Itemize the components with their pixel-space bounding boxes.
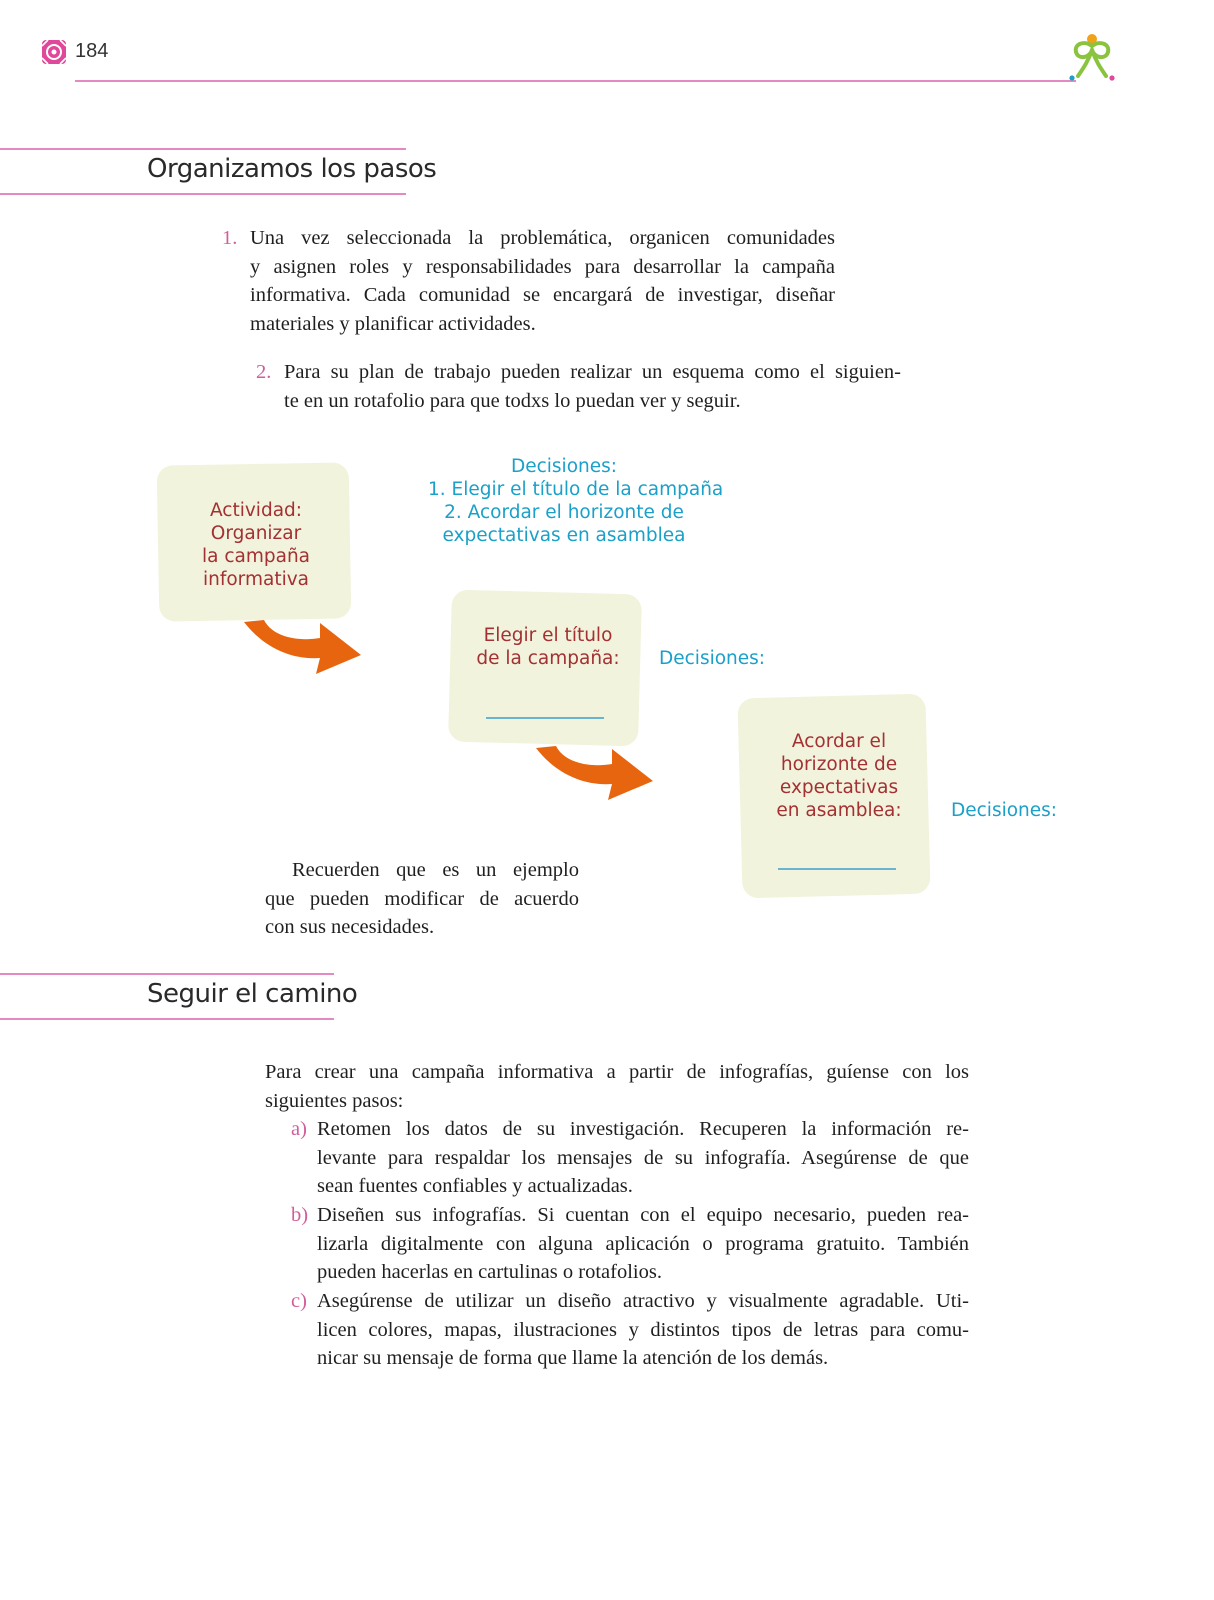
note-line: con sus necesidades. — [265, 916, 435, 938]
list-item-c — [317, 1287, 969, 1373]
decisions-line: Decisiones: — [510, 456, 617, 477]
section2-top-rule — [0, 973, 334, 975]
step-1-number: 1. — [222, 227, 238, 249]
decisions-list — [428, 455, 724, 547]
item-line: sean fuentes confiables y actualizadas. — [317, 1175, 633, 1197]
item-line: Retomen los datos de su investigación. Recuperen la información re- — [317, 1118, 969, 1140]
section1-title: Organizamos los pasos — [147, 154, 437, 184]
card-line: expectativas — [779, 777, 899, 798]
section2-bottom-rule — [0, 1018, 334, 1020]
list-marker-b: b) — [291, 1204, 309, 1226]
card-line: Elegir el título — [483, 625, 613, 646]
card-line: la campaña — [201, 546, 311, 567]
decisions-line: 2. Acordar el horizonte de — [444, 502, 684, 523]
section2-title: Seguir el camino — [147, 979, 358, 1009]
card-line: horizonte de — [780, 754, 898, 775]
item-line: Asegúrense de utilizar un diseño atractivo y visualmente agradable. Uti- — [317, 1290, 969, 1312]
title-answer-line[interactable] — [486, 717, 604, 719]
text-line: te en un rotafolio para que todxs lo puedan ver y seguir. — [284, 389, 741, 412]
section2-intro — [265, 1058, 969, 1115]
card-line: Organizar — [210, 523, 302, 544]
text-line: Una vez seleccionada la problemática, organicen comunidades — [250, 227, 835, 249]
note-line: que pueden modificar de acuerdo — [265, 887, 579, 910]
card-line: Actividad: — [209, 500, 303, 521]
card-line: informativa — [202, 569, 309, 590]
note-line: Recuerden que es un ejemplo — [292, 859, 579, 881]
step-2-number: 2. — [256, 361, 272, 383]
example-note — [265, 856, 579, 942]
card-line: de la campaña: — [476, 648, 620, 669]
step-1-text — [250, 224, 835, 338]
title-card-text — [450, 624, 646, 670]
expectations-answer-line[interactable] — [778, 868, 896, 870]
orange-arrow-icon — [532, 742, 658, 808]
section1-top-rule — [0, 148, 406, 150]
item-line: lizarla digitalmente con alguna aplicación o programa gratuito. También — [317, 1232, 969, 1255]
list-item-b — [317, 1201, 969, 1287]
step-1 — [222, 224, 835, 338]
item-line: licen colores, mapas, ilustraciones y distintos tipos de letras para comu- — [317, 1318, 969, 1341]
series-logo-icon — [1066, 30, 1118, 84]
intro-line: Para crear una campaña informativa a partir de infografías, guíense con los — [265, 1061, 969, 1083]
section1-bottom-rule — [0, 193, 406, 195]
header-ornament-icon — [40, 38, 68, 66]
item-line: nicar su mensaje de forma que llame la atención de los demás. — [317, 1347, 829, 1369]
item-line: Diseñen sus infografías. Si cuentan con el equipo necesario, pueden rea- — [317, 1204, 969, 1226]
expectations-decisions-label: Decisiones: — [951, 800, 1058, 821]
activity-card-text — [158, 499, 354, 591]
list-item-a — [317, 1115, 969, 1201]
card-line: en asamblea: — [776, 800, 902, 821]
orange-arrow-icon — [240, 616, 366, 682]
item-line: levante para respaldar los mensajes de su infografía. Asegúrense de que — [317, 1146, 969, 1169]
page-number: 184 — [75, 40, 109, 62]
list-marker-c: c) — [291, 1290, 307, 1312]
header-rule — [75, 80, 1076, 82]
text-line: materiales y planificar actividades. — [250, 312, 536, 335]
decisions-line: 1. Elegir el título de la campaña — [428, 479, 724, 500]
item-line: pueden hacerlas en cartulinas o rotafolios. — [317, 1261, 662, 1283]
list-marker-a: a) — [291, 1118, 307, 1140]
decisions-line: expectativas en asamblea — [442, 525, 686, 546]
text-line: Para su plan de trabajo pueden realizar un esquema como el siguien- — [284, 361, 901, 383]
step-2 — [256, 358, 901, 415]
text-line: informativa. Cada comunidad se encargará de investigar, diseñar — [250, 284, 835, 306]
intro-line: siguientes pasos: — [265, 1089, 404, 1112]
expectations-card-text — [738, 730, 940, 822]
text-line: y asignen roles y responsabilidades para desarrollar la campaña — [250, 255, 835, 278]
card-line: Acordar el — [791, 731, 887, 752]
title-decisions-label: Decisiones: — [659, 648, 766, 669]
work-plan-diagram — [0, 440, 1214, 960]
step-2-text — [284, 358, 901, 415]
